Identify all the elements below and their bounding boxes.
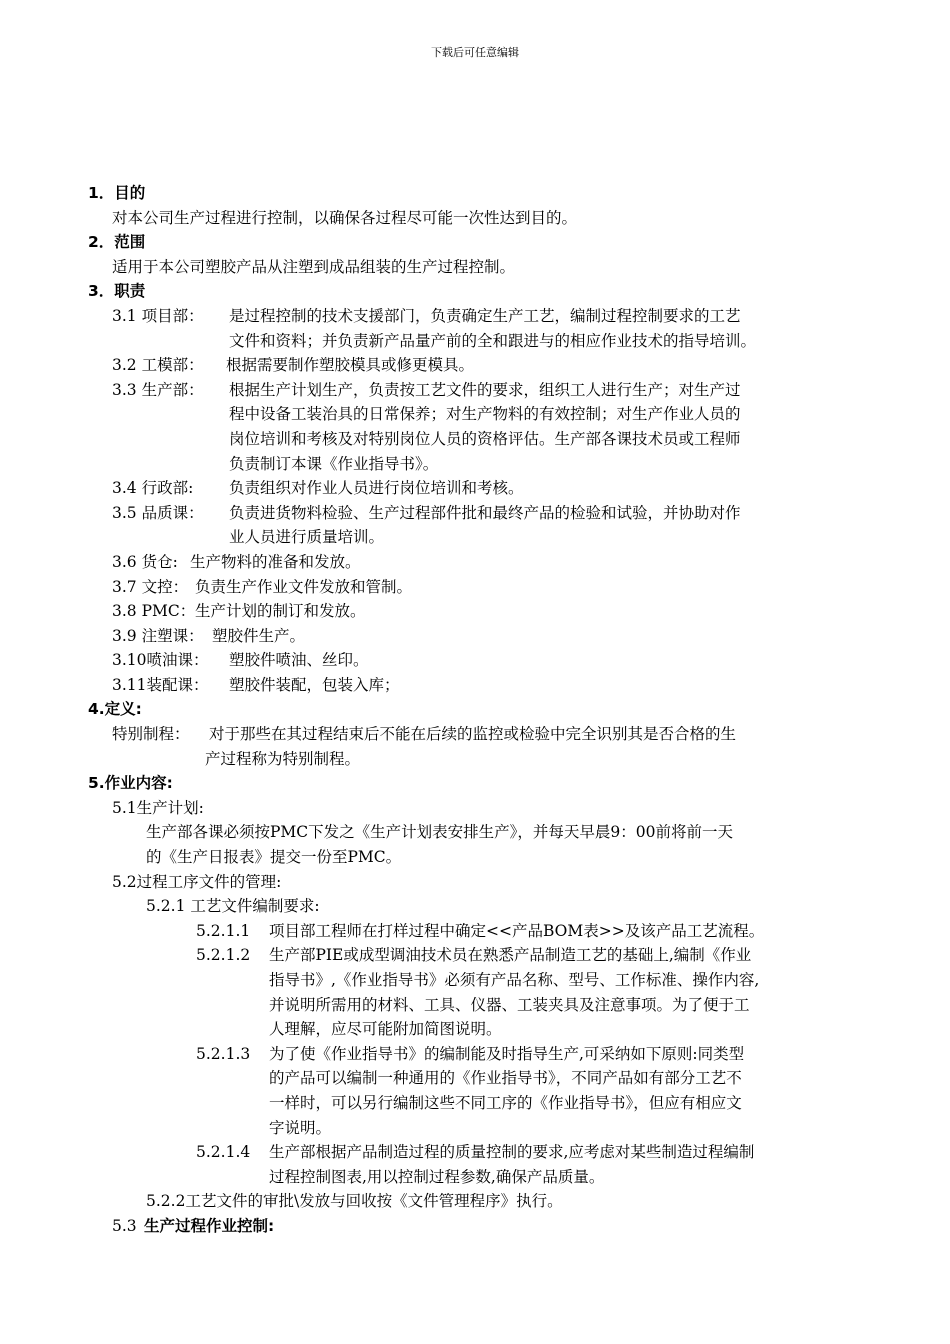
definition-label: 特别制程： (112, 725, 190, 744)
duty-text: 文件和资料；并负责新产品量产前的全和跟进与的相应作业技术的指导培训。 (229, 331, 757, 350)
duty-text: 生产物料的准备和发放。 (190, 552, 361, 571)
duty-label: 3.10喷油课： (112, 651, 209, 670)
section-5-title: 5.作业内容: (88, 774, 173, 793)
duty-label: 3.2 工模部： (112, 356, 204, 375)
section-4-title: 4.定义: (88, 700, 142, 719)
clause-text: 一样时，可以另行编制这些不同工序的《作业指导书》，但应有相应文 (269, 1093, 742, 1112)
duty-text: 负责生产作业文件发放和管制。 (195, 577, 413, 596)
duty-label: 3.3 生产部： (112, 380, 204, 399)
clause-text: 生产部根据产品制造过程的质量控制的要求,应考虑对某些制造过程编制 (269, 1143, 755, 1162)
subsection-title: 5.1生产计划: (112, 798, 204, 817)
section-1-text: 对本公司生产过程进行控制，以确保各过程尽可能一次性达到目的。 (112, 208, 578, 227)
section-1-title: 1．目的 (88, 184, 146, 202)
clause-text: 指导书》,《作业指导书》必须有产品名称、型号、工作标准、操作内容, (269, 971, 760, 989)
clause-text: 过程控制图表,用以控制过程参数,确保产品质量。 (269, 1167, 605, 1186)
clause-number: 5.2.1.1 (196, 921, 251, 940)
duty-text: 根据生产计划生产，负责按工艺文件的要求，组织工人进行生产；对生产过 (229, 380, 741, 399)
subsection-title: 生产过程作业控制: (144, 1216, 275, 1235)
duty-label: 3.4 行政部: (112, 479, 194, 498)
duty-label: 3.8 PMC： (112, 602, 196, 621)
duty-text: 生产计划的制订和发放。 (195, 602, 366, 621)
section-3-title: 3．职责 (88, 282, 146, 301)
section-2-title: 2．范围 (88, 233, 146, 252)
subsection-title: 5.2过程工序文件的管理: (112, 872, 282, 891)
clause-number: 5.2.1.3 (196, 1044, 251, 1063)
duty-text: 塑胶件喷油、丝印。 (229, 651, 369, 670)
paragraph-text: 生产部各课必须按PMC下发之《生产计划表安排生产》，并每天早晨9：00前将前一天 (146, 823, 733, 842)
clause-text: 的产品可以编制一种通用的《作业指导书》，不同产品如有部分工艺不 (269, 1069, 742, 1088)
duty-text: 是过程控制的技术支援部门，负责确定生产工艺，编制过程控制要求的工艺 (229, 306, 741, 325)
subsection-title: 5.2.2工艺文件的审批\发放与回收按《文件管理程序》执行。 (146, 1192, 563, 1211)
duty-text: 塑胶件生产。 (212, 626, 306, 645)
clause-text: 项目部工程师在打样过程中确定<<产品BOM表>>及该产品工艺流程。 (269, 921, 765, 940)
clause-text: 字说明。 (269, 1118, 332, 1137)
duty-text: 塑胶件装配，包装入库； (229, 675, 400, 694)
definition-text: 产过程称为特别制程。 (205, 749, 361, 768)
subsection-number: 5.3 (112, 1216, 137, 1235)
duty-label: 3.6 货仓: (112, 552, 178, 571)
duty-text: 根据需要制作塑胶模具或修更模具。 (226, 356, 475, 375)
duty-label: 3.11装配课： (112, 675, 209, 694)
duty-label: 3.7 文控： (112, 577, 189, 596)
duty-text: 负责组织对作业人员进行岗位培训和考核。 (229, 479, 524, 498)
duty-text: 程中设备工装治具的日常保养；对生产物料的有效控制；对生产作业人员的 (229, 405, 741, 424)
clause-number: 5.2.1.4 (196, 1143, 251, 1162)
paragraph-text: 的《生产日报表》提交一份至PMC。 (146, 848, 402, 867)
duty-text: 负责制订本课《作业指导书》。 (229, 454, 439, 473)
clause-text: 人理解，应尽可能附加简图说明。 (269, 1020, 502, 1039)
duty-text: 业人员进行质量培训。 (229, 528, 385, 547)
document-body (0, 181, 950, 1239)
clause-text: 并说明所需用的材料、工具、仪器、工装夹具及注意事项。为了便于工 (269, 995, 750, 1014)
clause-text: 为了使《作业指导书》的编制能及时指导生产,可采纳如下原则:同类型 (269, 1044, 745, 1063)
duty-label: 3.1 项目部： (112, 306, 204, 325)
page-header: 下载后可任意编辑 (431, 46, 519, 59)
clause-text: 生产部PIE或成型调油技术员在熟悉产品制造工艺的基础上,编制《作业 (269, 946, 752, 965)
duty-label: 3.9 注塑课： (112, 626, 204, 645)
duty-label: 3.5 品质课： (112, 503, 204, 522)
definition-text: 对于那些在其过程结束后不能在后续的监控或检验中完全识别其是否合格的生 (209, 725, 737, 744)
duty-text: 岗位培训和考核及对特别岗位人员的资格评估。生产部各课技术员或工程师 (229, 429, 741, 448)
clause-number: 5.2.1.2 (196, 946, 251, 965)
duty-text: 负责进货物料检验、生产过程部件批和最终产品的检验和试验，并协助对作 (229, 503, 741, 522)
section-2-text: 适用于本公司塑胶产品从注塑到成品组装的生产过程控制。 (112, 257, 516, 276)
subsection-title: 5.2.1 工艺文件编制要求: (146, 897, 320, 916)
